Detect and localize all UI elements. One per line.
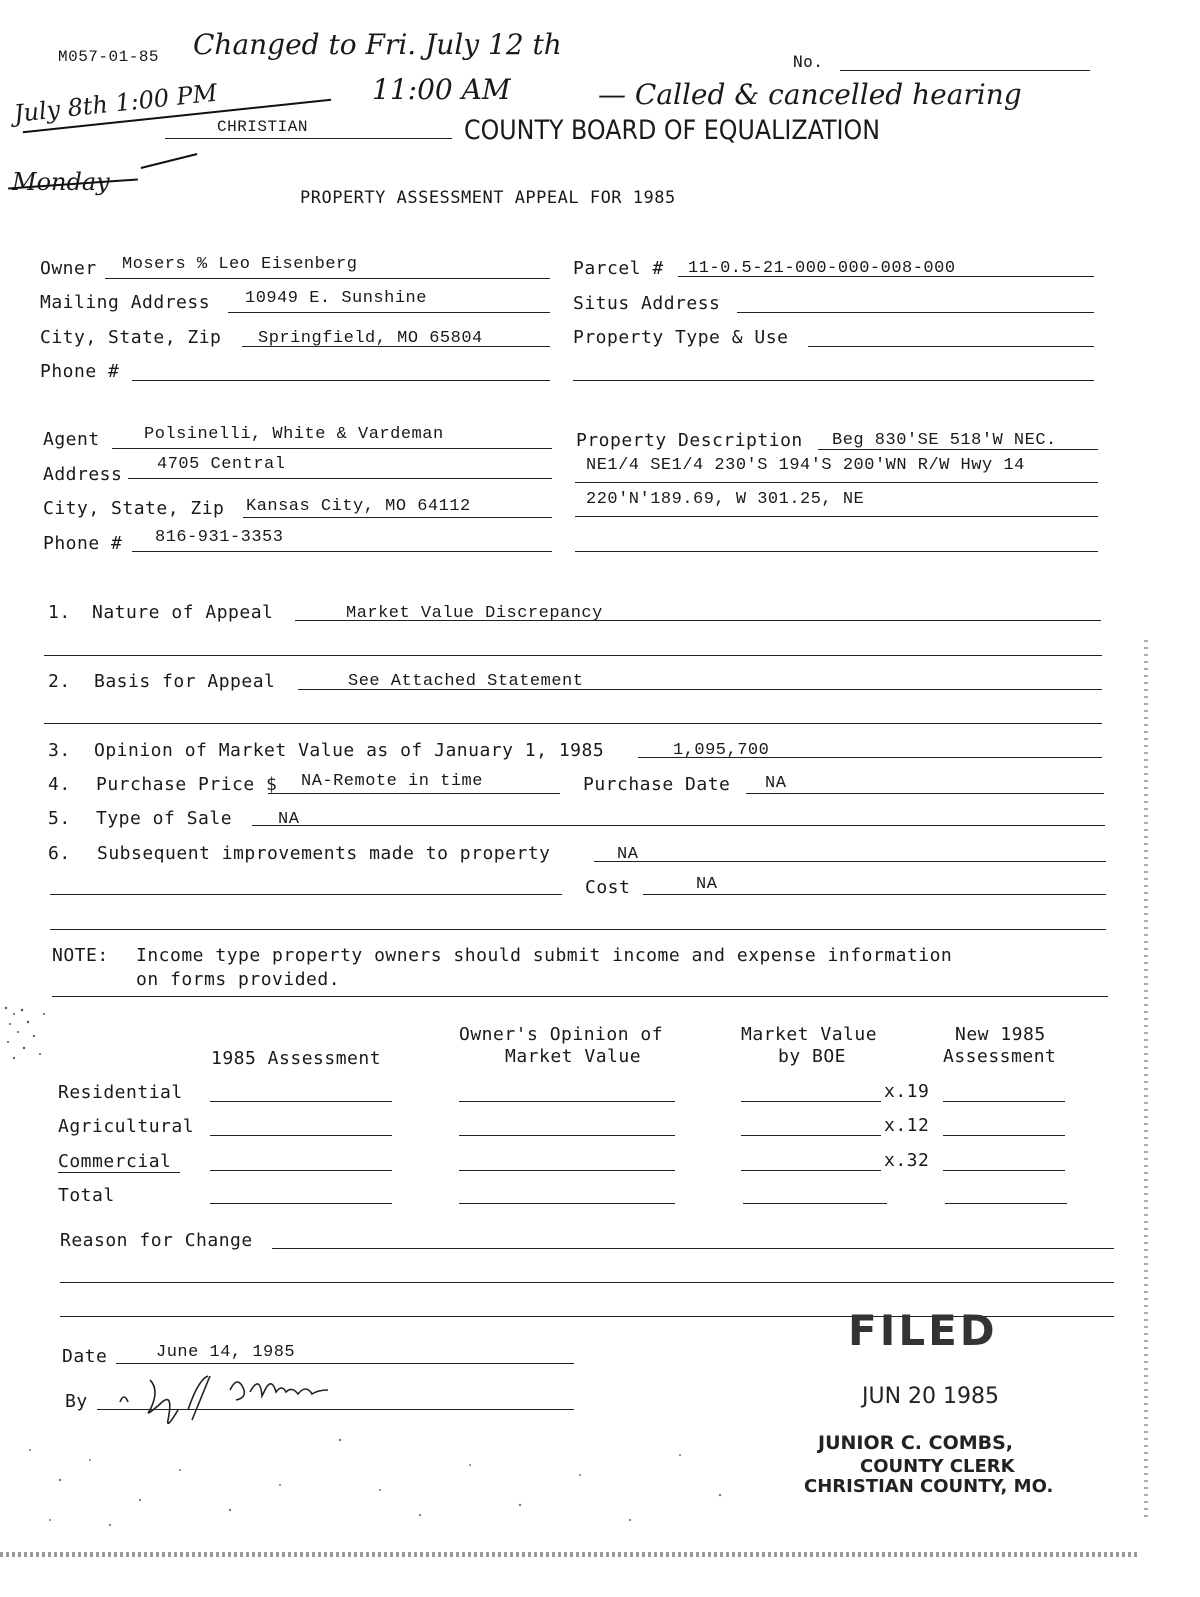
note-line2: on forms provided. [136,969,341,990]
property-description-line3: 220'N'189.69, W 301.25, NE [586,490,865,509]
property-type-line-2 [573,380,1094,381]
owner-city-label: City, State, Zip [40,327,222,348]
clerk-county: CHRISTIAN COUNTY, MO. [804,1476,1054,1497]
agent-phone-label: Phone # [43,533,123,554]
q2-number: 2. [48,671,71,692]
owner-label: Owner [40,258,97,279]
agricultural-factor: x.12 [884,1115,930,1136]
residential-boe-line [741,1101,881,1102]
row-agricultural-label: Agricultural [58,1116,195,1137]
agricultural-assessment-line [210,1135,392,1136]
total-boe-line [743,1203,887,1204]
signature [110,1360,370,1430]
situs-address-line [737,312,1094,313]
scan-edge-right [1144,640,1148,1520]
residential-opinion-line [459,1101,675,1102]
commercial-underline [58,1172,180,1173]
q1-line-2 [44,655,1102,656]
reason-line-2 [60,1282,1114,1283]
q6-value: NA [617,845,639,864]
q4-value: NA-Remote in time [301,772,483,791]
number-field-line [840,70,1090,71]
q3-label: Opinion of Market Value as of January 1, 1985 [94,740,605,761]
parcel-value: 11-0.5-21-000-000-008-000 [688,259,956,278]
q6-label: Subsequent improvements made to property [97,843,551,864]
filed-stamp: FILED [848,1306,998,1355]
handwritten-struck-day: Monday [12,168,110,196]
cost-line [643,894,1106,895]
cost-value: NA [696,875,718,894]
agent-city-line [243,517,552,518]
q3-number: 3. [48,740,71,761]
agent-value: Polsinelli, White & Vardeman [144,425,444,444]
owner-phone-line [132,380,550,381]
agent-label: Agent [43,429,100,450]
reason-line-1 [272,1248,1114,1249]
total-new-line [945,1203,1067,1204]
filed-date: JUN 20 1985 [862,1384,1000,1409]
q1-number: 1. [48,602,71,623]
clerk-title: COUNTY CLERK [860,1456,1015,1477]
scan-speckle-left [0,1000,60,1070]
q3-line [638,757,1102,758]
property-description-line1: Beg 830'SE 518'W NEC. [832,431,1057,450]
col-owner-opinion-1: Owner's Opinion of [459,1024,664,1045]
q2-line [298,689,1102,690]
date-value: June 14, 1985 [156,1343,296,1362]
q3-value: 1,095,700 [673,741,770,760]
by-label: By [65,1391,88,1412]
q1-value: Market Value Discrepancy [346,604,603,623]
description-line-3 [575,516,1098,517]
q4-label: Purchase Price $ [96,774,278,795]
q5-label: Type of Sale [96,808,233,829]
handwritten-cancelled-note: — Called & cancelled hearing [598,78,1022,111]
q2-value: See Attached Statement [348,672,584,691]
property-type-label: Property Type & Use [573,327,789,348]
total-assessment-line [210,1203,392,1204]
agent-city-label: City, State, Zip [43,498,225,519]
q5-number: 5. [48,808,71,829]
agent-line [112,448,552,449]
row-commercial-label: Commercial [58,1151,172,1172]
q6-line-2 [50,894,562,895]
handwritten-time-note: 11:00 AM [372,73,511,106]
row-residential-label: Residential [58,1082,183,1103]
agent-address-value: 4705 Central [157,455,286,474]
agent-address-line [128,478,552,479]
agent-phone-value: 816-931-3353 [155,528,284,547]
q1-line [295,620,1101,621]
q4-line [268,793,560,794]
mailing-address-line [228,312,550,313]
note-label: NOTE: [52,945,109,966]
county-name-line [165,138,452,139]
purchase-date-label: Purchase Date [583,774,731,795]
residential-factor: x.19 [884,1081,930,1102]
handwritten-struck-date: July 8th 1:00 PM [12,78,219,128]
owner-phone-label: Phone # [40,361,120,382]
q6-line [594,861,1106,862]
number-label: No. [793,52,824,71]
purchase-date-value: NA [765,774,787,793]
description-line-1 [818,449,1098,450]
row-total-label: Total [58,1185,115,1206]
owner-city-line [242,346,550,347]
commercial-assessment-line [210,1170,392,1171]
county-name: CHRISTIAN [217,118,308,136]
col-market-value-1: Market Value [741,1024,878,1045]
mailing-address-value: 10949 E. Sunshine [245,289,427,308]
agricultural-boe-line [741,1135,881,1136]
agent-address-label: Address [43,464,123,485]
form-code: M057-01-85 [58,48,160,66]
reason-for-change-label: Reason for Change [60,1230,253,1251]
purchase-date-line [746,793,1104,794]
agent-city-value: Kansas City, MO 64112 [246,497,471,516]
parcel-label: Parcel # [573,258,664,279]
q5-line [252,825,1105,826]
scan-edge-bottom [0,1552,1140,1557]
description-line-4 [575,551,1098,552]
q4-number: 4. [48,774,71,795]
commercial-new-line [943,1170,1065,1171]
owner-city-value: Springfield, MO 65804 [258,329,483,348]
q6-line-3 [50,929,1106,930]
col-1985-assessment: 1985 Assessment [211,1048,382,1069]
property-description-line2: NE1/4 SE1/4 230'S 194'S 200'WN R/W Hwy 14 [586,456,1025,475]
agricultural-opinion-line [459,1135,675,1136]
clerk-name: JUNIOR C. COMBS, [818,1432,1014,1454]
commercial-opinion-line [459,1170,675,1171]
q2-label: Basis for Appeal [94,671,276,692]
cost-label: Cost [585,877,631,898]
note-line1: Income type property owners should submit income and expense information [136,945,953,966]
commercial-factor: x.32 [884,1150,930,1171]
commercial-boe-line [741,1170,881,1171]
form-subtitle: PROPERTY ASSESSMENT APPEAL FOR 1985 [300,188,676,208]
q6-number: 6. [48,843,71,864]
parcel-line [678,276,1094,277]
property-type-line [808,346,1094,347]
q2-line-2 [44,723,1102,724]
scan-speckle-bottom [20,1430,780,1540]
col-new-assessment-2: Assessment [943,1046,1057,1067]
residential-assessment-line [210,1101,392,1102]
col-owner-opinion-2: Market Value [505,1046,642,1067]
total-opinion-line [459,1203,675,1204]
description-line-2 [575,482,1098,483]
situs-address-label: Situs Address [573,293,721,314]
agricultural-new-line [943,1135,1065,1136]
date-label: Date [62,1346,108,1367]
col-market-value-2: by BOE [778,1046,847,1067]
owner-value: Mosers % Leo Eisenberg [122,255,358,274]
q1-label: Nature of Appeal [92,602,274,623]
residential-new-line [943,1101,1065,1102]
q5-value: NA [278,810,300,829]
board-title: COUNTY BOARD OF EQUALIZATION [464,115,881,146]
pen-stroke [141,153,198,169]
property-description-label: Property Description [576,430,803,451]
note-divider [52,996,1108,997]
agent-phone-line [132,551,552,552]
mailing-address-label: Mailing Address [40,292,211,313]
owner-line [105,278,550,279]
handwritten-changed-note: Changed to Fri. July 12 th [193,28,562,61]
col-new-assessment-1: New 1985 [955,1024,1046,1045]
